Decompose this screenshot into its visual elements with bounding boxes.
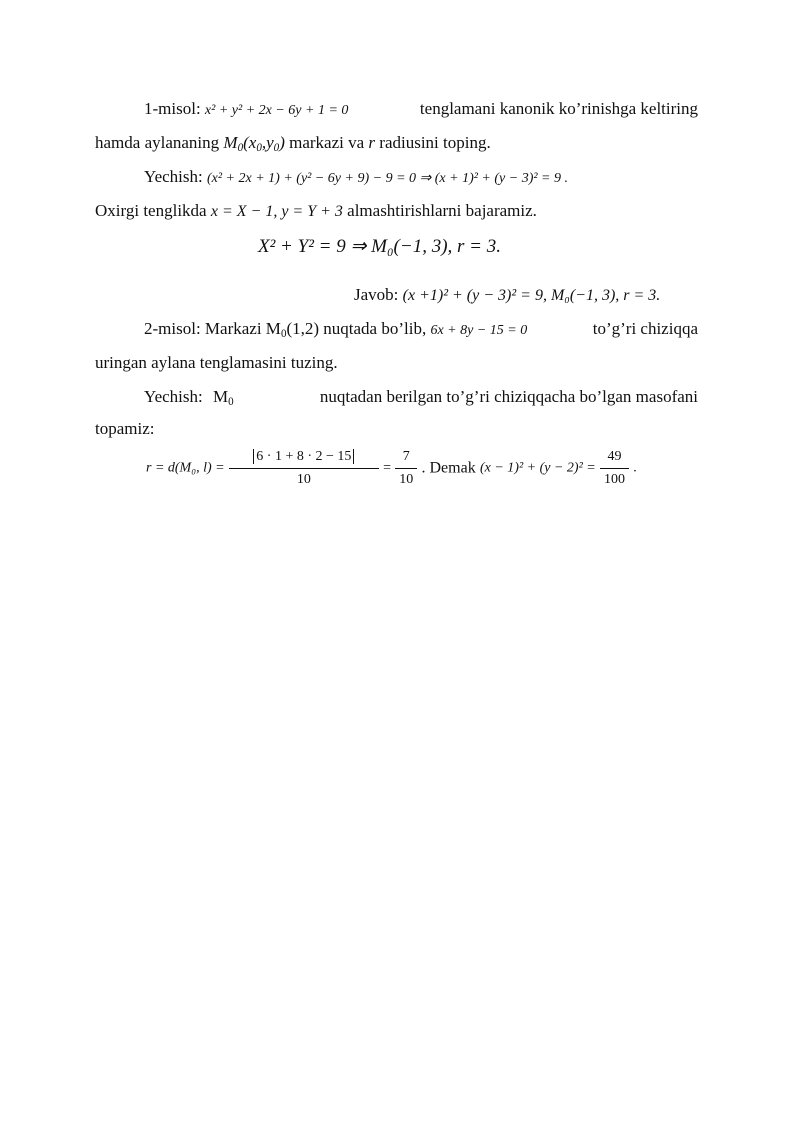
ex1-line2-c: radiusini toping.: [379, 133, 491, 152]
ex1-line2-b: markazi va: [289, 133, 365, 152]
ex2-final-lhs: (x − 1)² + (y − 2)² =: [479, 460, 596, 476]
ex1-answer-equation: (x +1)² + (y − 3)² = 9, M₀(−1, 3), r = 3.: [402, 287, 661, 304]
ex2-final-fraction: [600, 448, 629, 489]
ex2-sol-line2-text: topamiz:: [95, 419, 155, 438]
ex2-dist-numerator: 6 · 1 + 8 · 2 − 15: [253, 449, 354, 464]
ex2-line-2: [95, 352, 338, 374]
ex2-result-denominator: 10: [399, 472, 414, 487]
ex1-sol-label: Yechish:: [144, 167, 203, 186]
ex1-sol-equation: (x² + 2x + 1) + (y² − 6y + 9) − 9 = 0 ⇒ (x + 1)² + (y − 3)² = 9 .: [206, 171, 569, 186]
ex2-sol-m0: $M_0$: [212, 387, 234, 408]
ex1-solution-line: [144, 166, 568, 190]
ex2-eq-sign: =: [383, 460, 391, 476]
ex1-text1: tenglamani kanonik ko’rinishga keltiring: [419, 99, 698, 118]
ex2-result-fraction: [395, 448, 417, 489]
ex2-sol-line-2: [95, 418, 154, 440]
ex2-final-dot: .: [633, 460, 637, 476]
ex1-answer-label: Javob:: [354, 285, 399, 304]
ex1-result-line: [258, 236, 501, 258]
ex2-sol-label: Yechish:: [144, 387, 203, 406]
ex1-label: 1-misol:: [144, 99, 201, 118]
ex1-result-equation: X² + Y² = 9 ⇒ M₀(−1, 3), r = 3.: [258, 236, 502, 257]
ex2-dist-fraction: [229, 448, 379, 489]
ex2-text-b: to’g’ri chiziqqa: [592, 319, 698, 338]
ex2-line2-text: uringan aylana tenglamasini tuzing.: [95, 353, 338, 372]
ex2-solution-line: [144, 386, 698, 408]
ex2-dist-lhs: r = d(M₀, l) =: [146, 460, 225, 476]
ex1-line2-a: hamda aylananing: [95, 133, 220, 152]
ex1-sub-text-b: almashtirishlarni bajaramiz.: [347, 201, 537, 220]
ex1-line-2: [95, 132, 491, 154]
ex2-final-numerator: 49: [600, 448, 629, 469]
ex2-text-a: Markazi $M_0(1,2)$ nuqtada bo’lib,: [204, 319, 427, 340]
ex1-line-1: [144, 98, 698, 122]
ex2-final-denominator: 100: [603, 472, 625, 487]
ex2-result-numerator: 7: [395, 448, 417, 469]
ex1-answer-line: [354, 284, 660, 307]
ex2-line-equation: 6x + 8y − 15 = 0: [430, 323, 528, 338]
ex2-label: 2-misol:: [144, 319, 201, 338]
ex2-distance-formula: [146, 448, 637, 489]
ex2-demak: . Demak: [421, 459, 476, 477]
ex1-sub-text-a: Oxirgi tenglikda: [95, 201, 207, 220]
ex1-equation: x² + y² + 2x − 6y + 1 = 0: [204, 103, 349, 118]
ex1-r-symbol: r: [368, 133, 376, 152]
ex1-sub-equation: x = X − 1, y = Y + 3: [210, 203, 343, 220]
ex2-line-1: [144, 318, 698, 342]
ex2-sol-text-b: nuqtadan berilgan to’g’ri chiziqqacha bo’lgan masofani: [319, 387, 698, 406]
ex1-center-point: $M_0(x_0,y_0)$: [223, 133, 285, 154]
ex2-dist-denominator: 10: [296, 472, 311, 487]
ex1-substitution-line: [95, 200, 537, 223]
